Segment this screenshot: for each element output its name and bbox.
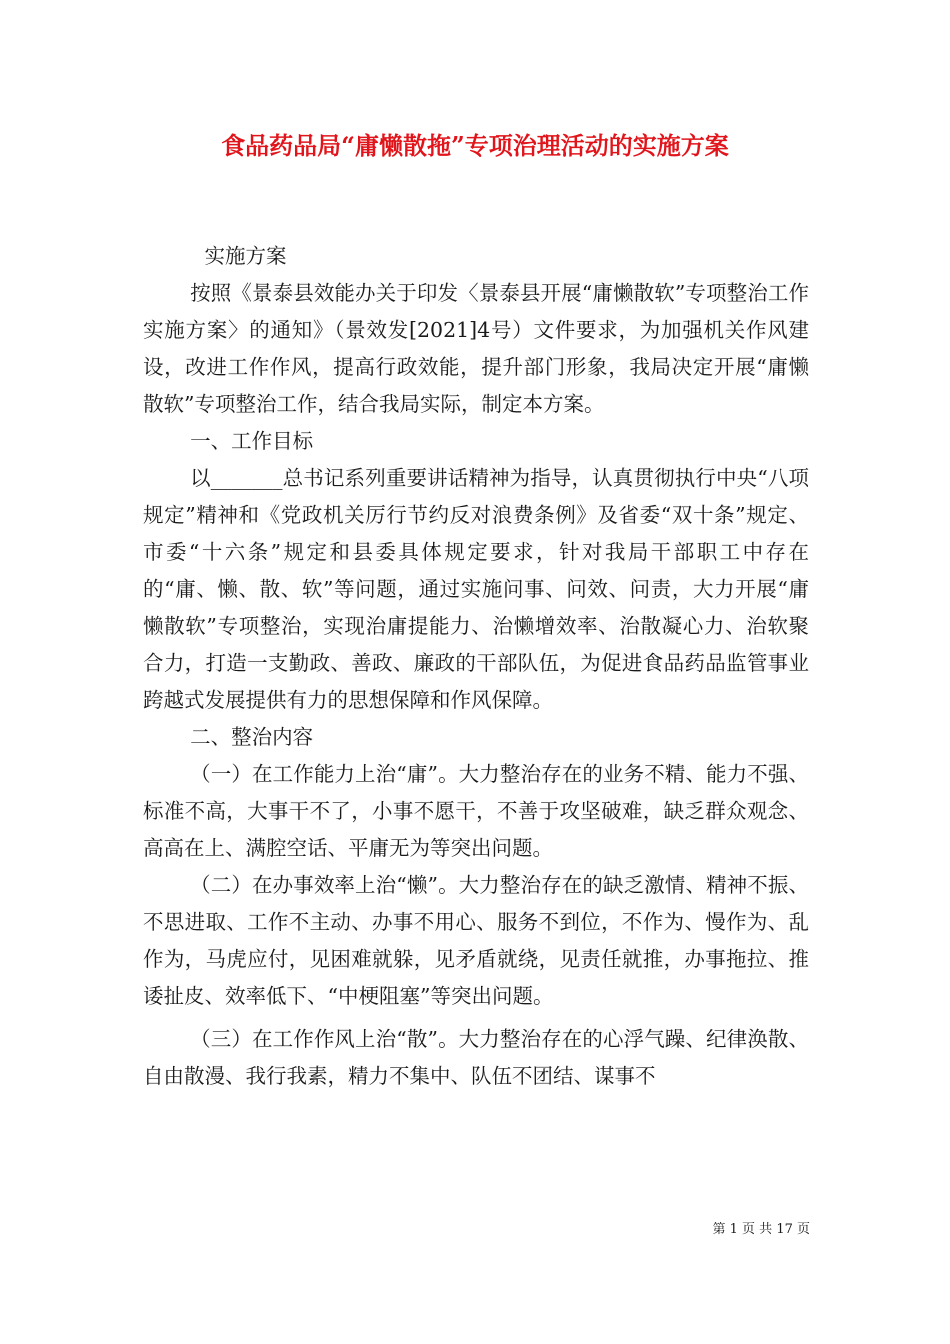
paragraph-item-1: （一）在工作能力上治“庸”。大力整治存在的业务不精、能力不强、标准不高，大事干不了，小事不愿干，不善于攻坚破难，缺乏群众观念、高高在上、满腔空话、平庸无为等突出问题。 [143, 762, 809, 860]
paragraph-plan-heading: 实施方案 [204, 244, 287, 268]
paragraph-goals: 以_______总书记系列重要讲话精神为指导，认真贯彻执行中央“八项规定”精神和《党政机关厉行节约反对浪费条例》及省委“双十条”规定、市委“十六条”规定和县委具体规定要求，针对我局干部职工中存在的“庸、懒、散、软”等问题，通过实施问事、问效、问责，大力开展“庸懒散软”专项整治，实现治庸提能力、治懒增效率、治散凝心力、治软聚合力，打造一支勤政、善政、廉政的干部队伍，为促进食品药品监管事业跨越式发展提供有力的思想保障和作风保障。 [143, 466, 809, 712]
page-number-footer: 第 1 页 共 17 页 [712, 1222, 810, 1237]
paragraph-intro: 按照《景泰县效能办关于印发〈景泰县开展“庸懒散软”专项整治工作实施方案〉的通知》（景效发[2021]4号）文件要求，为加强机关作风建设，改进工作作风，提高行政效能，提升部门形象，我局决定开展“庸懒散软”专项整治工作，结合我局实际，制定本方案。 [143, 281, 809, 416]
document-body [143, 238, 809, 1095]
section-heading-goals: 一、工作目标 [190, 429, 314, 453]
section-heading-content: 二、整治内容 [190, 725, 314, 749]
document-title: 食品药品局“庸懒散拖”专项治理活动的实施方案 [221, 131, 729, 160]
paragraph-item-2: （二）在办事效率上治“懒”。大力整治存在的缺乏激情、精神不振、不思进取、工作不主动、办事不用心、服务不到位，不作为、慢作为、乱作为，马虎应付，见困难就躲，见矛盾就绕，见责任就推，办事拖拉、推诿扯皮、效率低下、“中梗阻塞”等突出问题。 [143, 873, 809, 1008]
paragraph-item-3: （三）在工作作风上治“散”。大力整治存在的心浮气躁、纪律涣散、自由散漫、我行我素，精力不集中、队伍不团结、谋事不 [143, 1027, 809, 1088]
